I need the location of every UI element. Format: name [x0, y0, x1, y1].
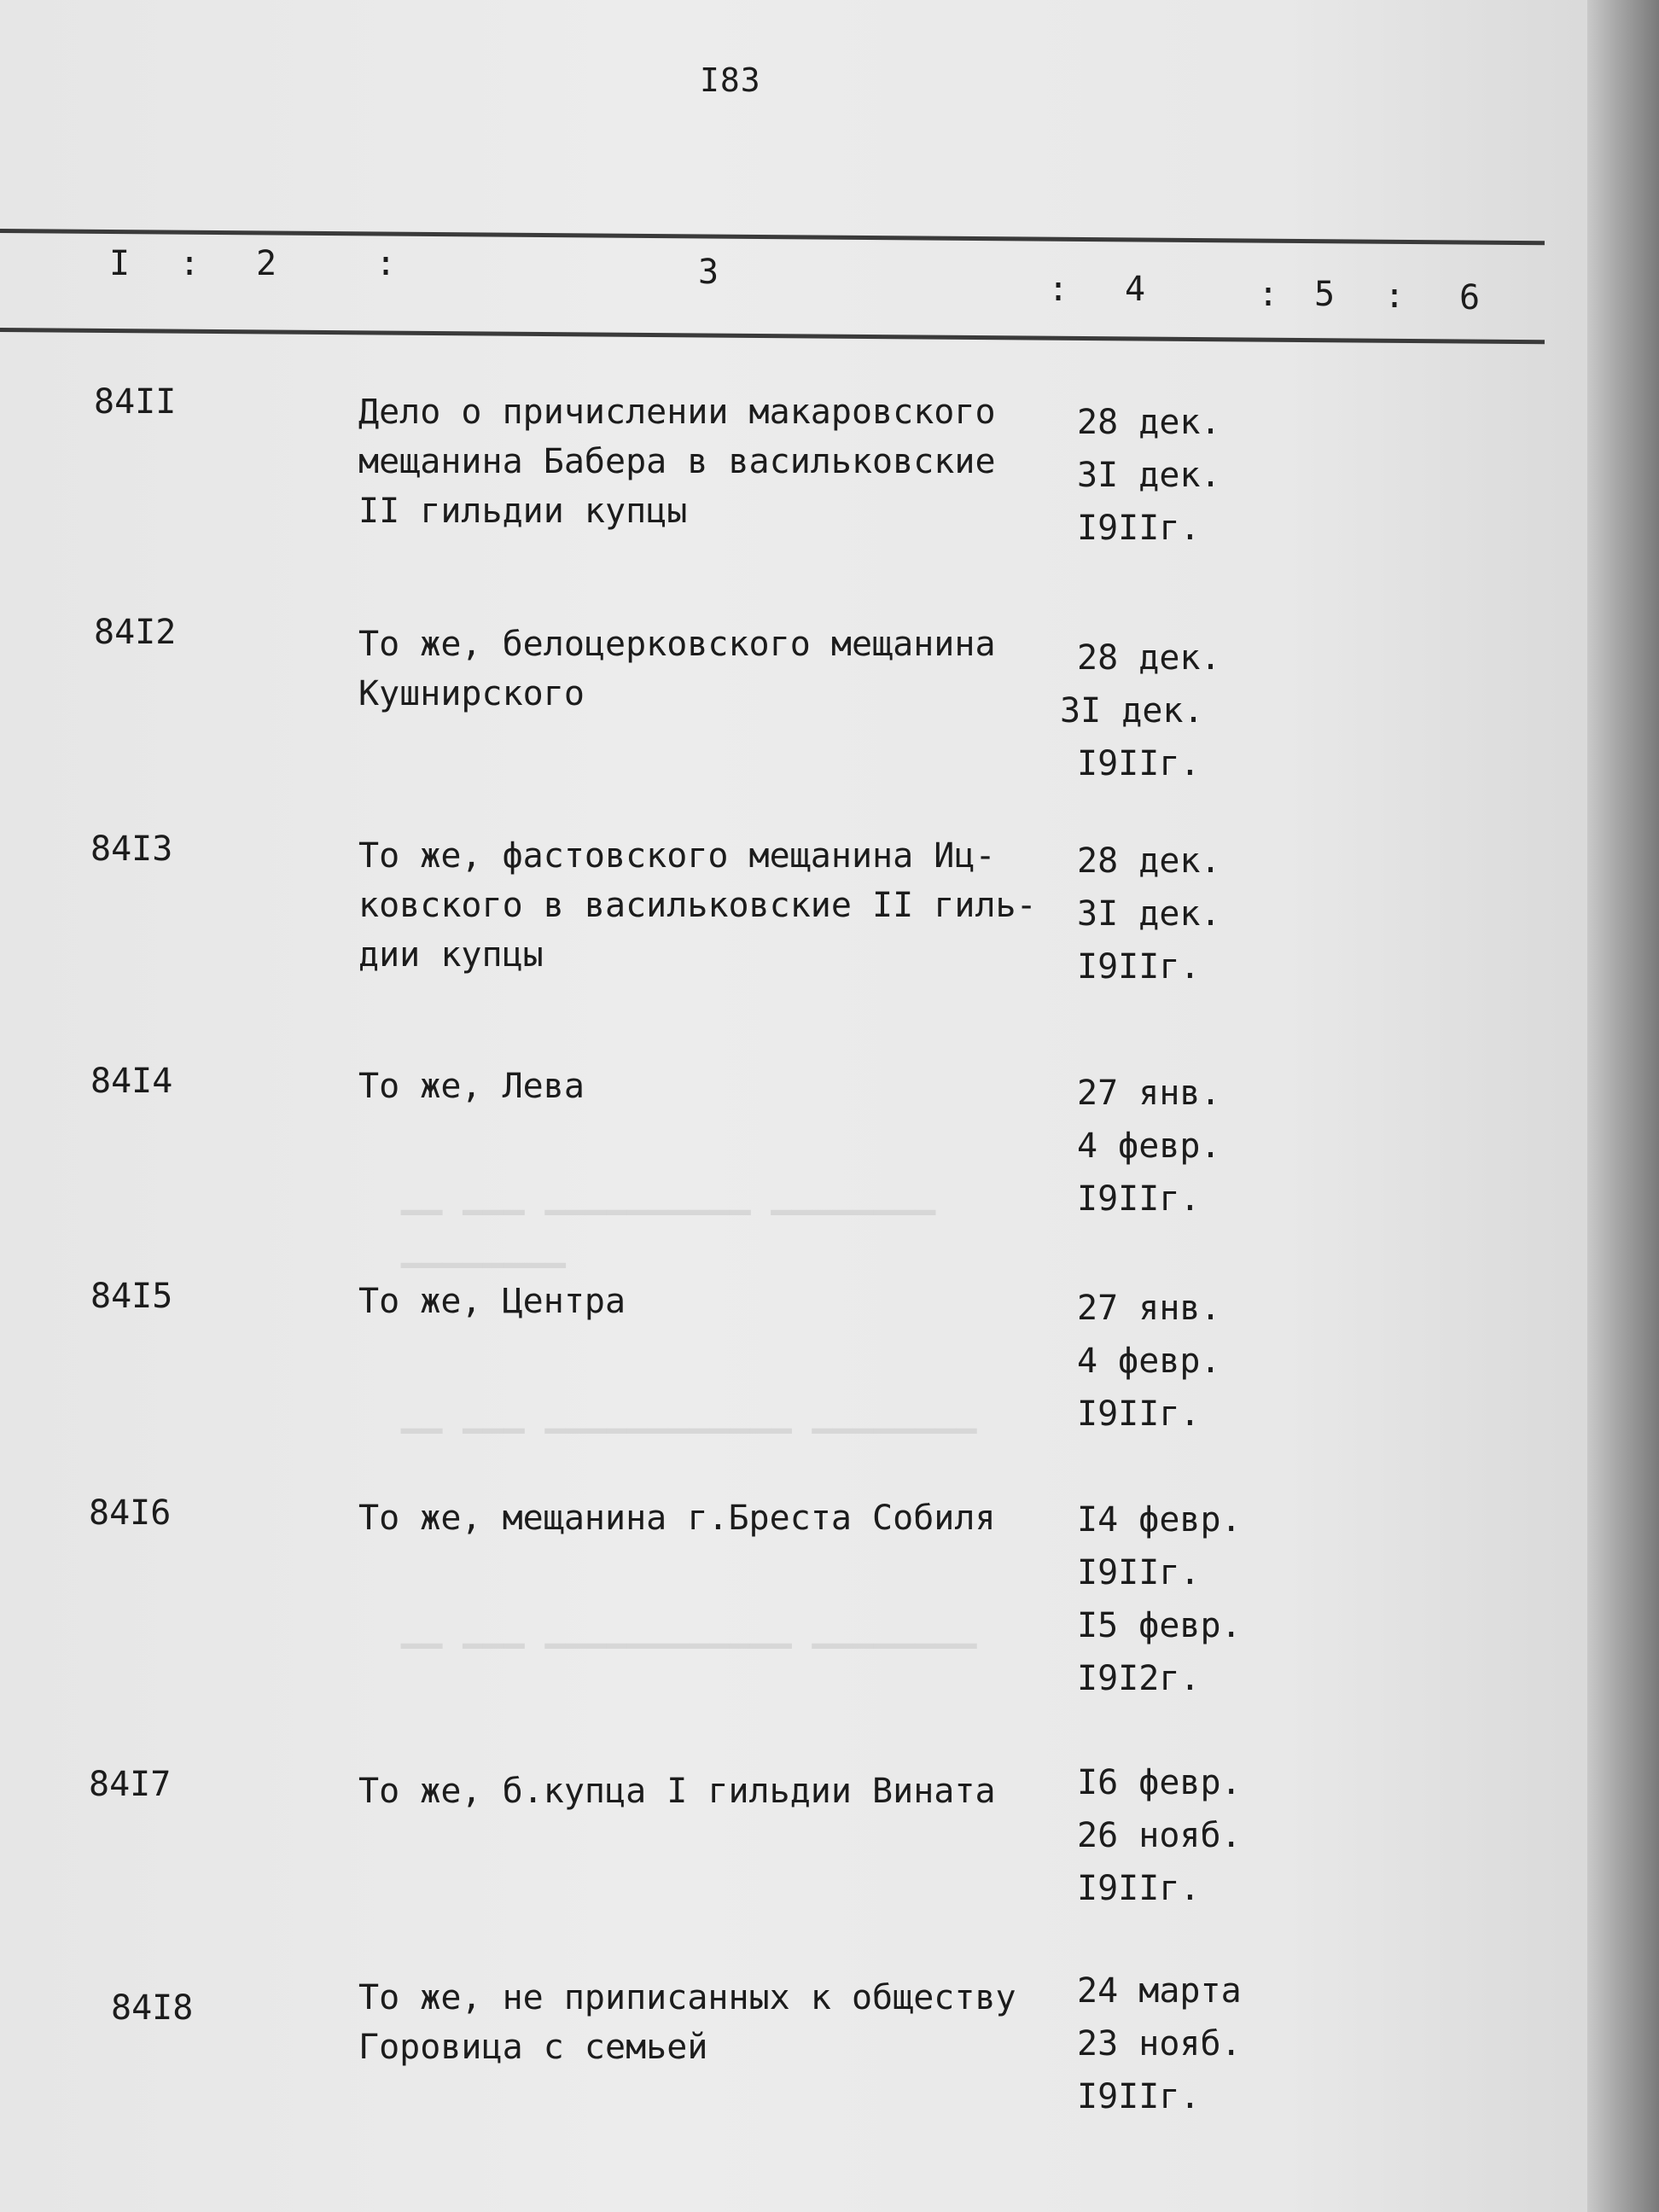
- entry-title: [358, 387, 1067, 536]
- entry-title-line: То же, б.купца I гильдии Вината: [358, 1772, 996, 1811]
- entry-title-line: II гильдии купцы: [358, 492, 688, 531]
- bleed-through-text: ▁▁ ▁▁▁ ▁▁▁▁▁▁▁▁▁▁ ▁▁▁▁▁▁▁▁: [401, 1176, 936, 1215]
- entry-date-line: I9I2г.: [1077, 1659, 1201, 1698]
- entry-dates: [1077, 396, 1221, 555]
- entry-title-line: Горовица с семьей: [358, 2028, 708, 2067]
- entry-date-line: 3I дек.: [1060, 691, 1204, 731]
- entry-title-line: мещанина Бабера в васильковские: [358, 442, 996, 481]
- entry-date-line: I9IIг.: [1077, 744, 1201, 783]
- bleed-through-text: ▁▁▁▁▁▁▁▁: [401, 1229, 566, 1268]
- entry-title-line: То же, Центра: [358, 1282, 626, 1321]
- entry-date-line: I9IIг.: [1077, 1394, 1201, 1434]
- entry-date-line: 28 дек.: [1077, 638, 1221, 678]
- entry-date-line: 27 янв.: [1077, 1074, 1221, 1113]
- entry-date-line: 27 янв.: [1077, 1289, 1221, 1328]
- entry-date-line: I4 февр.: [1077, 1500, 1242, 1540]
- entry-date-line: 4 февр.: [1077, 1126, 1221, 1166]
- column-separator: :: [375, 244, 397, 283]
- entry-date-line: I9IIг.: [1077, 947, 1201, 987]
- entry-date-line: 3I дек.: [1077, 894, 1221, 934]
- column-header-5: 5: [1314, 275, 1336, 314]
- entry-number: 84I8: [111, 1988, 194, 2028]
- entry-title-line: Кушнирского: [358, 674, 585, 713]
- entry-date-line: I9IIг.: [1077, 509, 1201, 548]
- entry-dates: [1077, 1756, 1242, 1915]
- entry-dates: [1077, 1067, 1221, 1225]
- page-number: I83: [700, 61, 761, 99]
- entry-title: [358, 1973, 1067, 2072]
- entry-date-line: I9IIг.: [1077, 1179, 1201, 1219]
- entry-title: [358, 1277, 1067, 1326]
- entry-title-line: То же, не приписанных к обществу: [358, 1978, 1016, 2017]
- entry-title-line: Дело о причислении макаровского: [358, 393, 996, 432]
- entry-title: [358, 1493, 1067, 1543]
- entry-title: [358, 1767, 1067, 1816]
- column-header-1: I: [109, 244, 131, 283]
- entry-date-line: I6 февр.: [1077, 1763, 1242, 1802]
- entry-dates: [1077, 1493, 1242, 1705]
- entry-number: 84I5: [90, 1277, 173, 1316]
- entry-date-line: 28 дек.: [1077, 841, 1221, 881]
- entry-title-line: ковского в васильковские II гиль-: [358, 886, 1037, 925]
- entry-date-line: 4 февр.: [1077, 1342, 1221, 1381]
- entry-date-line: 24 марта: [1077, 1971, 1242, 2011]
- entry-date-line: I9IIг.: [1077, 1553, 1201, 1592]
- column-header-2: 2: [256, 244, 277, 283]
- column-separator: :: [1258, 275, 1279, 314]
- entry-date-line: 3I дек.: [1077, 456, 1221, 495]
- bleed-through-text: ▁▁ ▁▁▁ ▁▁▁▁▁▁▁▁▁▁▁▁ ▁▁▁▁▁▁▁▁: [401, 1394, 977, 1434]
- entry-title-line: То же, мещанина г.Бреста Собиля: [358, 1499, 996, 1538]
- entry-date-line: I9IIг.: [1077, 1869, 1201, 1908]
- entry-title-line: То же, белоцерковского мещанина: [358, 625, 996, 664]
- entry-title: [358, 1062, 1067, 1111]
- column-separator: :: [179, 244, 201, 283]
- table-header-top-rule: [0, 229, 1545, 245]
- entry-title-line: То же, фастовского мещанина Иц-: [358, 836, 996, 876]
- entry-number: 84I6: [89, 1493, 172, 1533]
- entry-number: 84I2: [94, 613, 177, 652]
- entry-date-line: 28 дек.: [1077, 403, 1221, 442]
- entry-title-line: То же, Лева: [358, 1067, 585, 1106]
- entry-dates: [1060, 632, 1221, 790]
- entry-number: 84II: [94, 382, 177, 422]
- entry-title: [358, 620, 1067, 719]
- column-header-3: 3: [698, 253, 719, 292]
- entry-date-line: 26 нояб.: [1077, 1816, 1242, 1855]
- table-header-bottom-rule: [0, 328, 1545, 344]
- entry-title-line: дии купцы: [358, 935, 544, 975]
- entry-date-line: I5 февр.: [1077, 1606, 1242, 1645]
- entry-dates: [1077, 1282, 1221, 1441]
- bleed-through-text: ▁▁ ▁▁▁ ▁▁▁▁▁▁▁▁▁▁▁▁ ▁▁▁▁▁▁▁▁: [401, 1610, 977, 1649]
- entry-dates: [1077, 1965, 1242, 2123]
- column-separator: :: [1048, 270, 1069, 309]
- page-binding-edge: [1587, 0, 1659, 2212]
- column-separator: :: [1384, 276, 1406, 316]
- entry-dates: [1077, 835, 1221, 993]
- entry-number: 84I7: [89, 1765, 172, 1804]
- entry-number: 84I4: [90, 1062, 173, 1101]
- entry-number: 84I3: [90, 830, 173, 869]
- entry-date-line: I9IIг.: [1077, 2077, 1201, 2116]
- entry-date-line: 23 нояб.: [1077, 2024, 1242, 2064]
- column-header-6: 6: [1459, 278, 1481, 317]
- column-header-4: 4: [1125, 270, 1146, 309]
- entry-title: [358, 831, 1067, 980]
